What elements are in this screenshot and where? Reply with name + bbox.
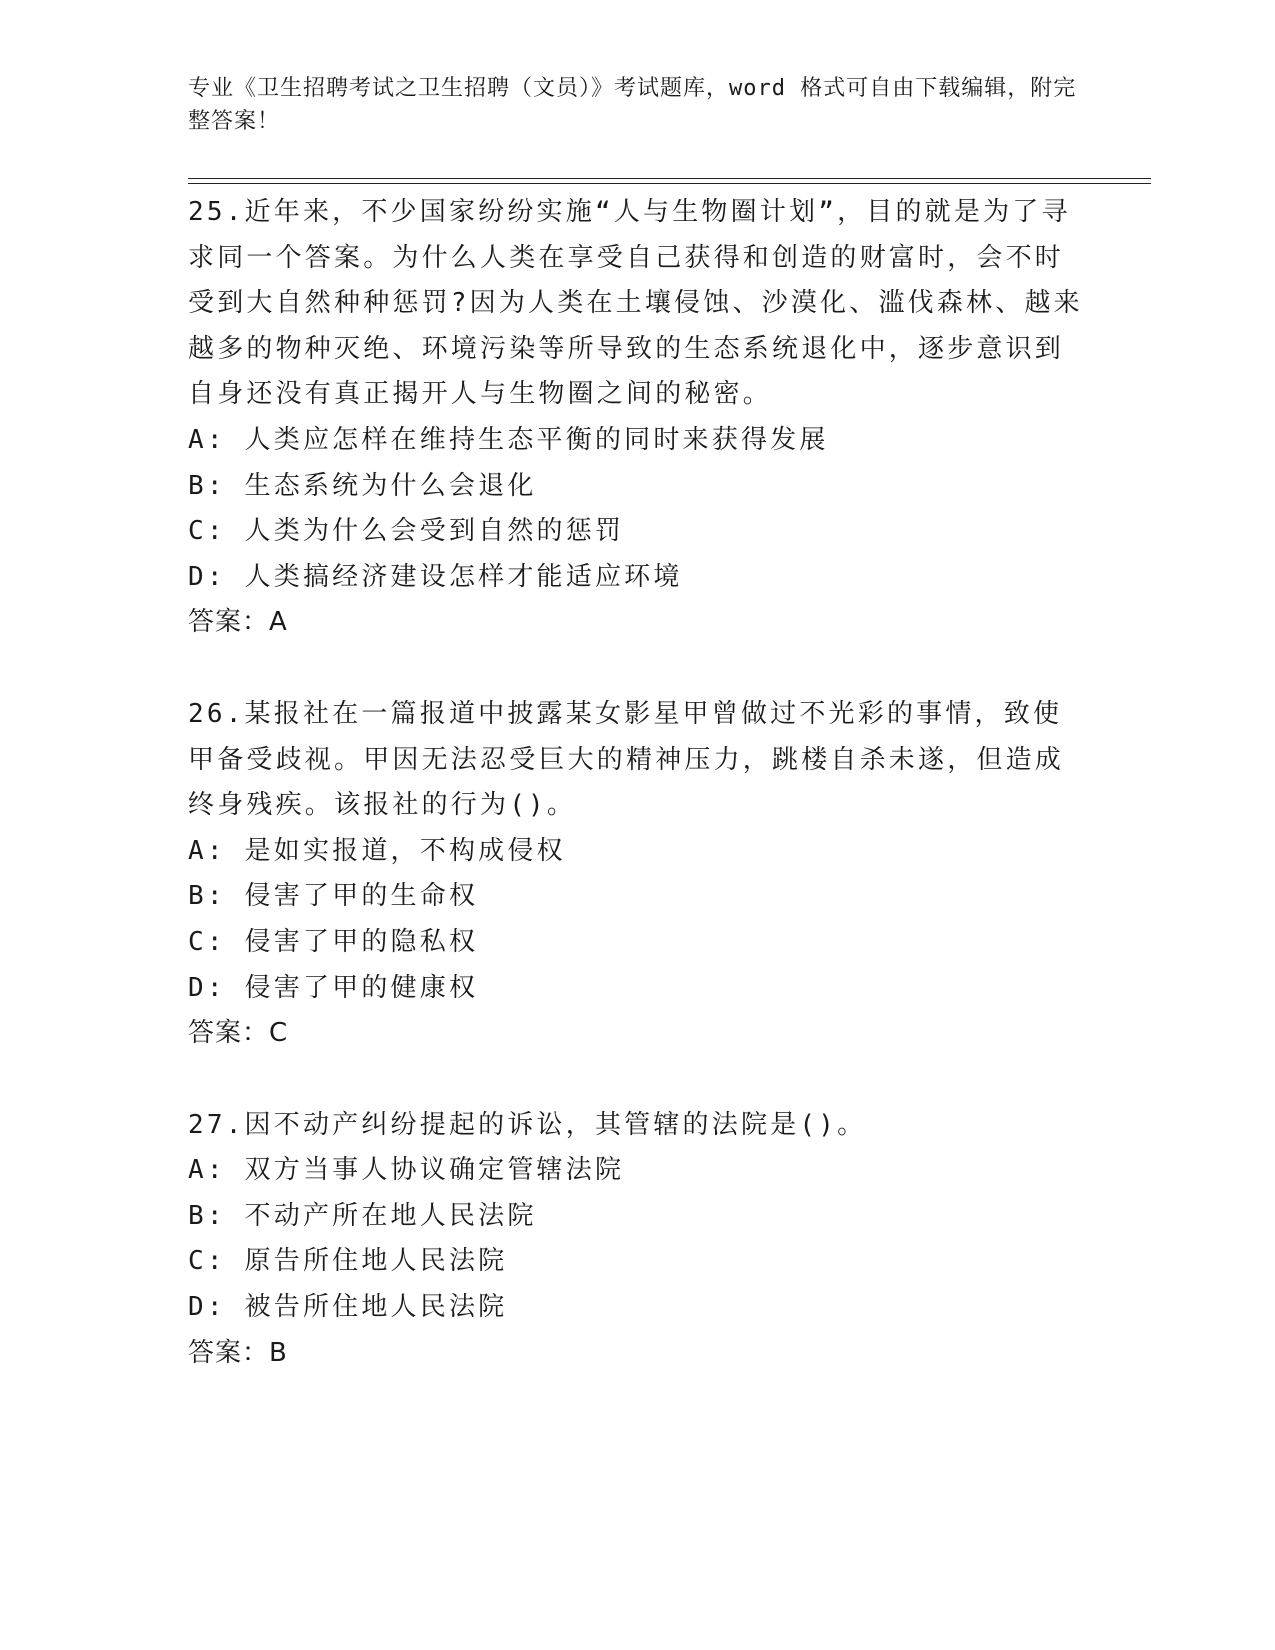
document-header: 专业《卫生招聘考试之卫生招聘（文员）》考试题库，word 格式可自由下载编辑，附完整答案！ — [188, 76, 1077, 134]
question-list — [188, 190, 1088, 1422]
answer-line: 答案：A — [188, 607, 288, 638]
option-b: B: 侵害了甲的生命权 — [188, 881, 479, 912]
option-d: D: 侵害了甲的健康权 — [188, 972, 479, 1003]
header-rule-top — [188, 178, 1151, 179]
answer-line: 答案：B — [188, 1337, 288, 1368]
option-d: D: 被告所住地人民法院 — [188, 1292, 508, 1323]
question-26 — [188, 692, 1088, 1057]
option-d: D: 人类搞经济建设怎样才能适应环境 — [188, 561, 683, 592]
option-a: A: 是如实报道，不构成侵权 — [188, 835, 566, 866]
question-27 — [188, 1103, 1088, 1377]
question-stem: 27.因不动产纠纷提起的诉讼，其管辖的法院是()。 — [188, 1109, 867, 1140]
question-stem: 26.某报社在一篇报道中披露某女影星甲曾做过不光彩的事情，致使甲备受歧视。甲因无法忍受巨大的精神压力，跳楼自杀未遂，但造成终身残疾。该报社的行为()。 — [188, 698, 1065, 821]
header-rule-bottom — [188, 183, 1151, 184]
option-c: C: 人类为什么会受到自然的惩罚 — [188, 516, 625, 547]
question-stem: 25.近年来，不少国家纷纷实施“人与生物圈计划”，目的就是为了寻求同一个答案。为什么人类在享受自己获得和创造的财富时，会不时受到大自然种种惩罚?因为人类在土壤侵蚀、沙漠化、滥伐森林、越来越多的物种灭绝、环境污染等所导致的生态系统退化中，逐步意识到自身还没有真正揭开人与生物圈之间的秘密。 — [188, 197, 1083, 410]
option-a: A: 双方当事人协议确定管辖法院 — [188, 1155, 625, 1186]
option-c: C: 原告所住地人民法院 — [188, 1246, 508, 1277]
option-a: A: 人类应怎样在维持生态平衡的同时来获得发展 — [188, 424, 829, 455]
question-25 — [188, 190, 1088, 646]
option-c: C: 侵害了甲的隐私权 — [188, 926, 479, 957]
answer-line: 答案：C — [188, 1018, 289, 1049]
option-b: B: 不动产所在地人民法院 — [188, 1200, 537, 1231]
option-b: B: 生态系统为什么会退化 — [188, 470, 537, 501]
